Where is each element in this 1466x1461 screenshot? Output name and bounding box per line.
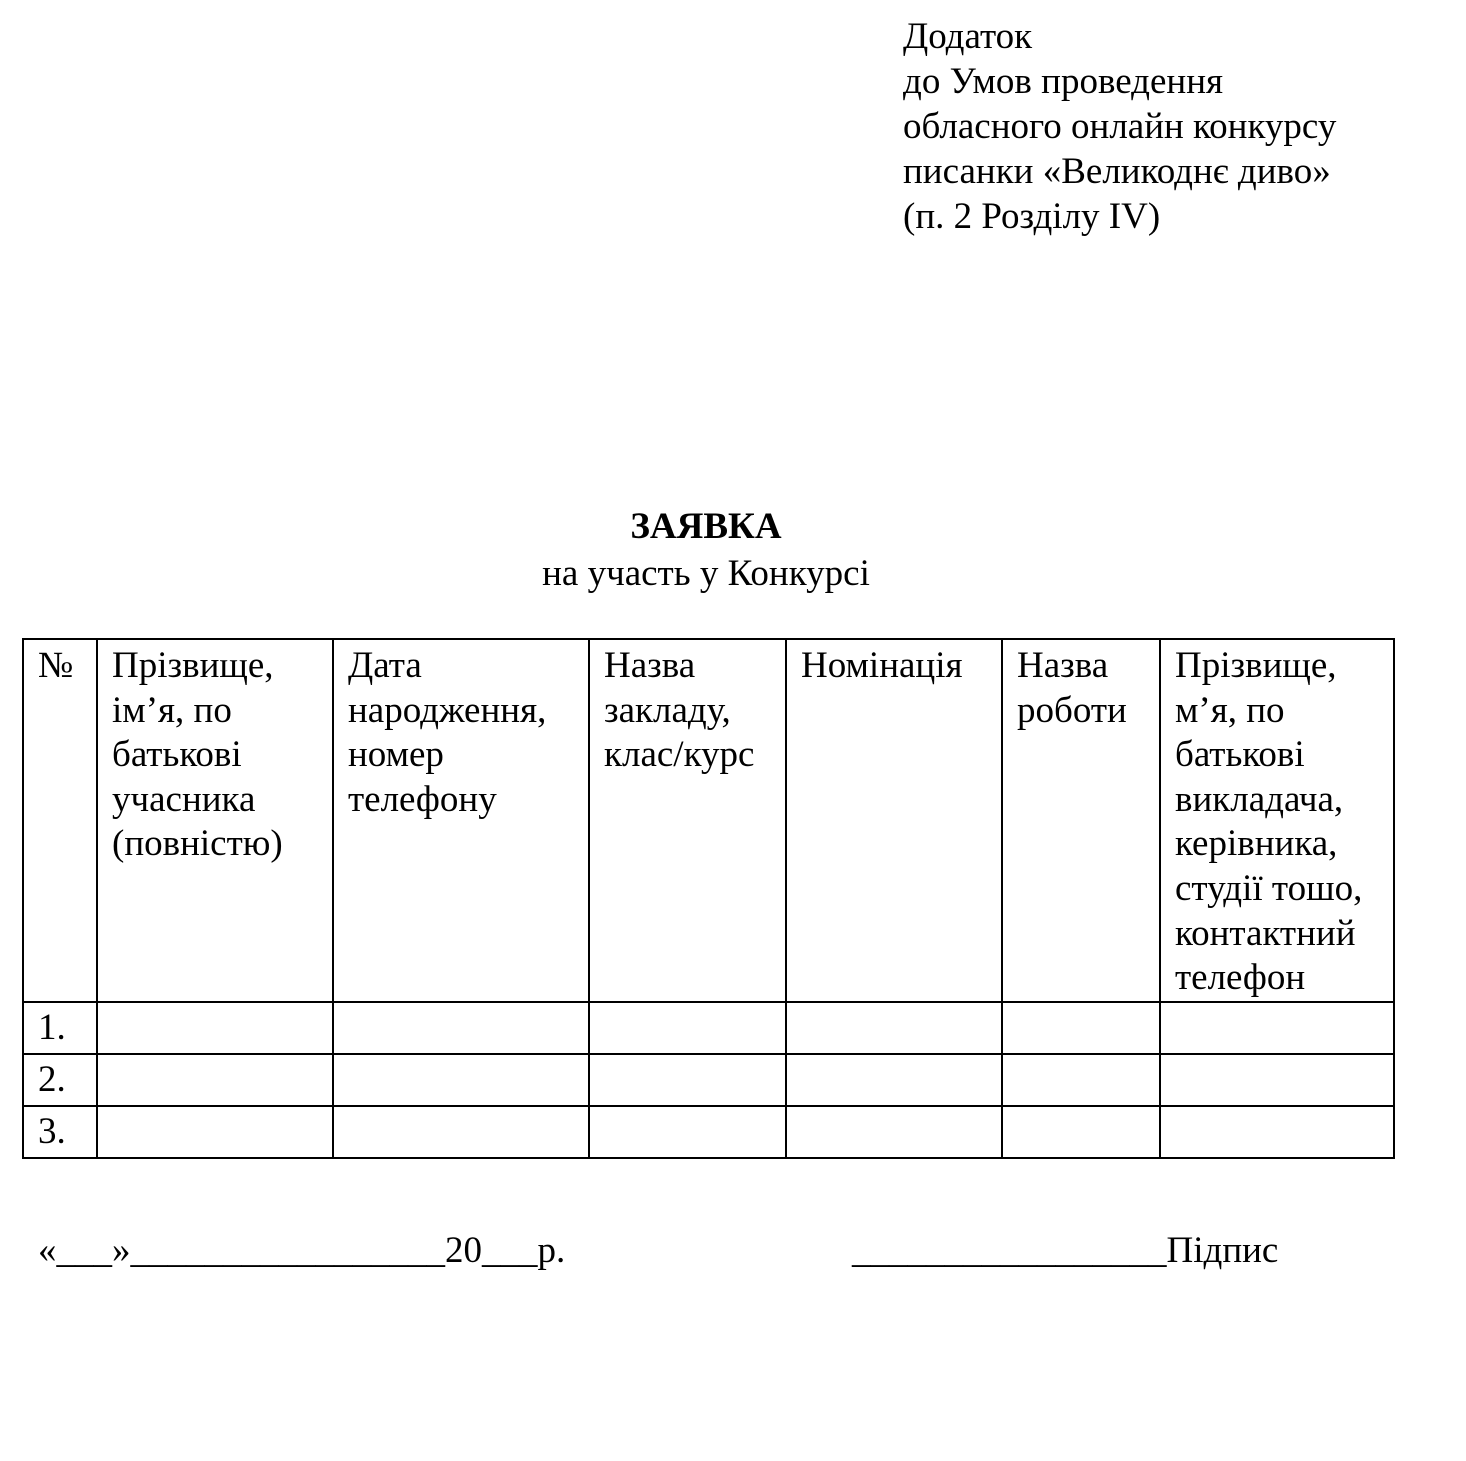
appendix-line: до Умов проведення bbox=[903, 61, 1224, 102]
header-line: Номінація bbox=[801, 645, 963, 686]
header-line: контактний bbox=[1175, 912, 1356, 954]
table-cell bbox=[97, 1054, 333, 1106]
header-line: студії тошо, bbox=[1175, 867, 1363, 909]
table-cell bbox=[97, 1002, 333, 1054]
header-line: Прізвище, bbox=[112, 645, 274, 686]
header-work-title bbox=[1002, 639, 1160, 1002]
table-cell bbox=[1160, 1106, 1394, 1158]
header-birth-date-phone bbox=[333, 639, 589, 1002]
header-line: Назва bbox=[1017, 645, 1109, 686]
row-number: 2. bbox=[23, 1054, 97, 1106]
header-line: телефон bbox=[1175, 957, 1306, 999]
appendix-line: обласного онлайн конкурсу bbox=[903, 106, 1337, 147]
table-cell bbox=[333, 1002, 589, 1054]
table-cell bbox=[589, 1002, 786, 1054]
appendix-line: писанки «Великоднє диво» bbox=[903, 151, 1331, 192]
header-line: (повністю) bbox=[112, 823, 283, 865]
table-cell bbox=[97, 1106, 333, 1158]
header-line: Назва bbox=[604, 645, 696, 686]
table-cell bbox=[1160, 1002, 1394, 1054]
header-line: м’я, по bbox=[1175, 689, 1285, 731]
table-cell bbox=[786, 1106, 1002, 1158]
application-table bbox=[22, 638, 1395, 1159]
header-teacher-contact bbox=[1160, 639, 1394, 1002]
header-line: номер bbox=[348, 734, 444, 776]
appendix-note bbox=[903, 14, 1336, 239]
row-number: 1. bbox=[23, 1002, 97, 1054]
header-line: народження, bbox=[348, 689, 547, 731]
header-line: учасника bbox=[112, 778, 256, 820]
table-cell bbox=[589, 1054, 786, 1106]
header-line: ім’я, по bbox=[112, 689, 232, 731]
table-header-row bbox=[23, 639, 1394, 1002]
document-title: ЗАЯВКА bbox=[630, 506, 782, 547]
table-cell bbox=[333, 1054, 589, 1106]
appendix-line: Додаток bbox=[903, 16, 1033, 57]
header-line: роботи bbox=[1017, 689, 1127, 731]
table-row bbox=[23, 1054, 1394, 1106]
row-number: 3. bbox=[23, 1106, 97, 1158]
header-line: керівника, bbox=[1175, 823, 1338, 865]
header-line: батькові bbox=[1175, 734, 1305, 776]
header-nomination bbox=[786, 639, 1002, 1002]
header-line: клас/курс bbox=[604, 734, 755, 776]
table-cell bbox=[1002, 1106, 1160, 1158]
header-line: телефону bbox=[348, 778, 497, 820]
date-line: «___»_________________20___р. bbox=[38, 1230, 566, 1271]
table-row bbox=[23, 1002, 1394, 1054]
header-institution-class bbox=[589, 639, 786, 1002]
header-line: Прізвище, bbox=[1175, 645, 1337, 686]
signature-line: _________________Підпис bbox=[852, 1230, 1279, 1271]
table-cell bbox=[1002, 1002, 1160, 1054]
table-cell bbox=[589, 1106, 786, 1158]
header-line: № bbox=[38, 645, 74, 686]
header-line: викладача, bbox=[1175, 778, 1344, 820]
table-cell bbox=[1002, 1054, 1160, 1106]
table-row bbox=[23, 1106, 1394, 1158]
header-line: Дата bbox=[348, 645, 422, 686]
header-participant-name bbox=[97, 639, 333, 1002]
table-cell bbox=[333, 1106, 589, 1158]
header-line: батькові bbox=[112, 734, 242, 776]
appendix-line: (п. 2 Розділу IV) bbox=[903, 196, 1161, 237]
document-subtitle: на участь у Конкурсі bbox=[542, 553, 870, 594]
table-cell bbox=[786, 1054, 1002, 1106]
header-number bbox=[23, 639, 97, 1002]
table-cell bbox=[1160, 1054, 1394, 1106]
table-cell bbox=[786, 1002, 1002, 1054]
header-line: закладу, bbox=[604, 689, 731, 731]
